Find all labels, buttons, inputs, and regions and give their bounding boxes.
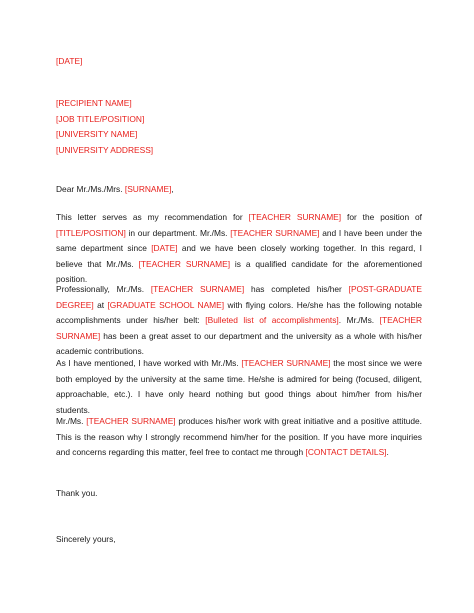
recipient-title: [JOB TITLE/POSITION] bbox=[56, 113, 145, 124]
p3-text-2: the most since we were both employed by the university at the same time. He/she is admired for being (focused, diligent, approachable, etc.). I have only heard nothing but good things about him/her from his/her students. bbox=[56, 358, 422, 415]
p2-teacher-surname: [TEACHER SURNAME] bbox=[150, 284, 245, 294]
salutation-prefix: Dear Mr./Ms./Mrs. bbox=[56, 184, 125, 194]
closing-thank-you: Thank you. bbox=[56, 488, 98, 498]
salutation bbox=[56, 182, 422, 198]
paragraph-4 bbox=[56, 414, 422, 461]
p1-text-3: in our department. Mr./Ms. bbox=[125, 227, 231, 238]
recipient-name: [RECIPIENT NAME] bbox=[56, 98, 132, 108]
p1-date: [DATE] bbox=[151, 243, 178, 254]
p2-text-6: has been a great asset to our department and the university as a whole with his/her academic contributions. bbox=[56, 330, 422, 357]
p1-text-6: is a qualified candidate for the aforementioned position. bbox=[56, 258, 422, 285]
p1-text-2: for the position of bbox=[341, 212, 422, 222]
p4-text-3: . bbox=[386, 447, 389, 458]
p2-text-3: at bbox=[93, 299, 108, 310]
p4-teacher-surname: [TEACHER SURNAME] bbox=[86, 416, 176, 426]
recipient-university: [UNIVERSITY NAME] bbox=[56, 129, 138, 140]
p1-text-5: and we have been closely working together. In this regard, I believe that Mr./Ms. bbox=[56, 243, 422, 269]
p2-teacher-surname-2: [TEACHER SURNAME] bbox=[56, 315, 422, 341]
paragraph-2 bbox=[56, 282, 422, 360]
p1-text-1: This letter serves as my recommendation for bbox=[56, 212, 249, 222]
p2-text-2: has completed his/her bbox=[244, 284, 349, 294]
closing-sincerely: Sincerely yours, bbox=[56, 534, 116, 544]
paragraph-3 bbox=[56, 356, 422, 418]
p2-text-1: Professionally, Mr./Ms. bbox=[56, 284, 151, 294]
p4-contact-details: [CONTACT DETAILS] bbox=[305, 447, 387, 458]
p3-text-1: As I have mentioned, I have worked with Mr./Ms. bbox=[56, 358, 242, 368]
salutation-suffix: , bbox=[171, 184, 174, 194]
p2-graduate-school-name: [GRADUATE SCHOOL NAME] bbox=[107, 299, 225, 310]
p4-text-1: Mr./Ms. bbox=[56, 416, 87, 426]
p2-text-4: with flying colors. He/she has the following notable accomplishments under his/her belt: bbox=[56, 299, 422, 326]
p4-text-2: produces his/her work with great initiative and a positive attitude. This is the reason why I strongly recommend him/her for the position. If you have more inquiries and concerns regarding this matter, feel free to contact me through bbox=[56, 416, 422, 458]
p2-post-graduate-degree: [POST-GRADUATE DEGREE] bbox=[56, 284, 422, 310]
p1-teacher-surname: [TEACHER SURNAME] bbox=[248, 212, 342, 222]
p1-title-position: [TITLE/POSITION] bbox=[56, 227, 126, 238]
p2-accomplishments-list: [Bulleted list of accomplishments] bbox=[205, 315, 339, 326]
salutation-surname: [SURNAME] bbox=[124, 184, 172, 194]
p1-text-4: and I have been under the same department since bbox=[56, 227, 422, 254]
recipient-block bbox=[56, 96, 422, 158]
p1-teacher-surname-3: [TEACHER SURNAME] bbox=[138, 258, 231, 269]
p3-teacher-surname: [TEACHER SURNAME] bbox=[241, 358, 331, 368]
p1-teacher-surname-2: [TEACHER SURNAME] bbox=[230, 227, 320, 238]
paragraph-1 bbox=[56, 210, 422, 288]
recipient-address: [UNIVERSITY ADDRESS] bbox=[56, 144, 154, 155]
p2-text-5: . Mr./Ms. bbox=[338, 315, 380, 326]
date-placeholder: [DATE] bbox=[56, 56, 83, 66]
